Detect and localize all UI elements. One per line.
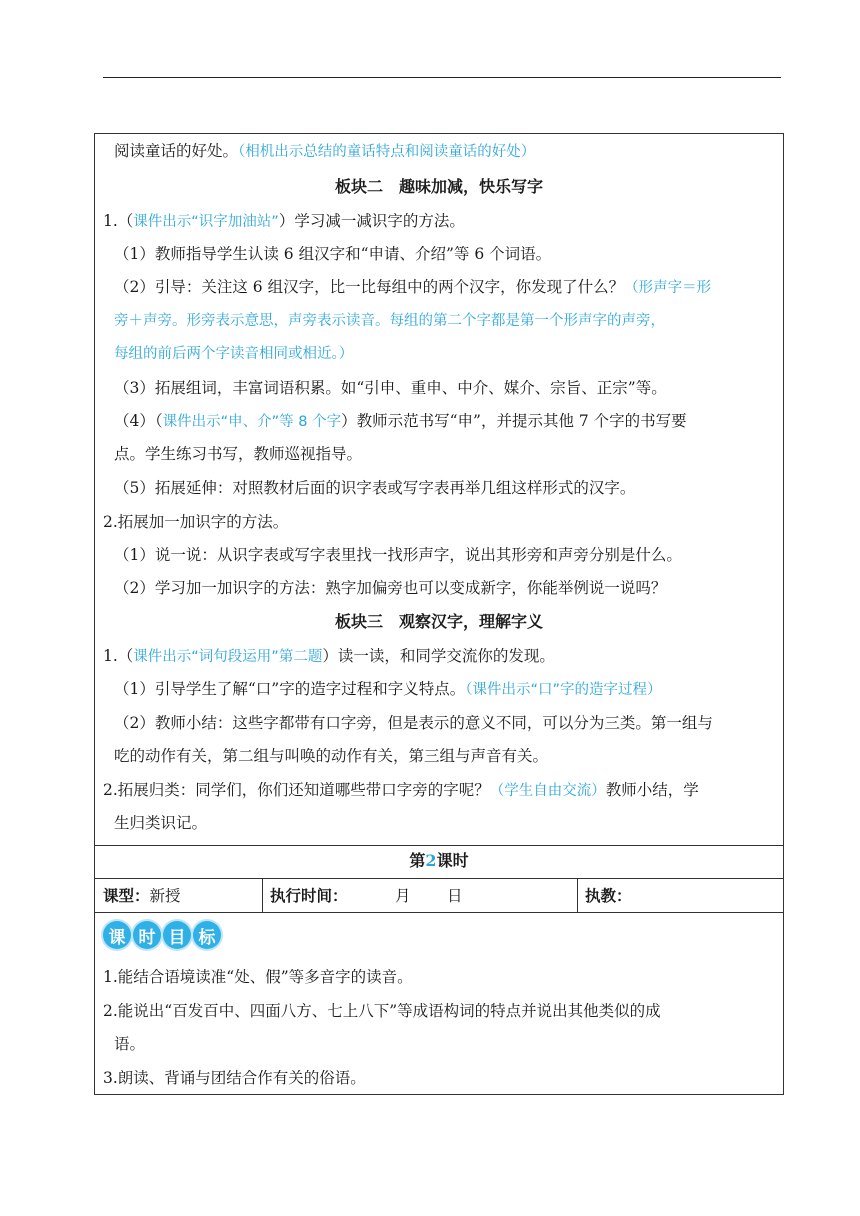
teaching-note: 课件出示“申、介”等 8 个字 [162,414,342,430]
teaching-note: （相机出示总结的童话特点和阅读童话的好处） [238,144,536,160]
text: 1.（ [103,647,134,665]
block2-item1 [103,211,769,232]
text: （1）引导学生了解“口”字的造字过程和字义特点。 [114,680,466,698]
column-divider [577,878,578,912]
text: ）教师示范书写“申”，并提示其他 7 个字的书写要 [341,412,687,430]
text: （4）（ [114,412,163,430]
teacher-label: 执教： [585,886,632,905]
block3-item2 [103,780,769,801]
text: 第 [409,851,426,870]
goal-3: 3.朗读、背诵与团结合作有关的俗语。 [103,1069,366,1087]
day-label: 日 [447,887,463,905]
section-heading-2: 板块二 趣味加减，快乐写字 [334,177,543,196]
badge-char: 课 [103,921,131,949]
goal-2: 2.能说出“百发百中、四面八方、七上八下”等成语构词的特点并说出其他类似的成 [103,1002,661,1020]
block2-sub5: （5）拓展延伸：对照教材后面的识字表或写字表再举几组这样形式的汉字。 [114,479,636,497]
block2-sub2 [114,277,780,298]
lesson-type [103,886,181,906]
text: ）学习减一减识字的方法。 [278,212,465,230]
lesson-title [94,851,784,871]
text: 阅读童话的好处。 [114,142,239,160]
text: ）读一读，和同学交流你的发现。 [322,647,555,665]
block3-item1 [103,646,769,667]
value: 新授 [149,887,181,905]
label: 执行时间： [270,886,348,905]
row-divider [94,878,784,879]
goal-2-cont: 语。 [114,1035,146,1053]
column-divider [262,878,263,912]
teaching-note: （学生自由交流） [489,783,606,799]
continued-text [114,141,780,162]
block2-item2-sub2: （2）学习加一加识字的方法：熟字加偏旁也可以变成新字，你能举例说一说吗？ [114,579,667,597]
block2-sub1: （1）教师指导学生认读 6 组汉字和“申请、介绍”等 6 个词语。 [114,245,552,263]
text: 教师小结，学 [605,781,699,799]
text: 课时 [436,851,469,870]
lesson-goals-badge [103,921,221,955]
text: 2.拓展归类：同学们，你们还知道哪些带口字旁的字呢？ [103,781,490,799]
teaching-note: 课件出示“识字加油站” [133,214,279,230]
block2-sub2-note-line3: 每组的前后两个字读音相同或相近。） [114,346,354,362]
teaching-note: （形声字＝形 [624,280,712,296]
section-heading-3: 板块三 观察汉字，理解字义 [334,612,543,631]
block2-sub2-note-line2: 旁＋声旁。形旁表示意思，声旁表示读音。每组的第二个字都是第一个形声字的声旁， [114,313,665,329]
teaching-note: 课件出示“词句段运用”第二题 [133,649,323,665]
row-divider [94,845,784,846]
header-rule [103,77,781,78]
teaching-note: （课件出示“口”字的造字过程） [465,682,662,698]
badge-char: 标 [193,921,221,949]
badge-char: 时 [133,921,161,949]
block2-item2: 2.拓展加一加识字的方法。 [103,513,289,531]
block3-sub1 [114,679,780,700]
block3-item2-cont: 生归类识记。 [114,814,208,832]
month-label: 月 [395,887,411,905]
row-divider [94,912,784,913]
badge-char: 目 [163,921,191,949]
text: （2）引导：关注这 6 组汉字，比一比每组中的两个汉字，你发现了什么？ [114,278,625,296]
block2-sub4-cont: 点。学生练习书写，教师巡视指导。 [114,445,363,463]
block2-sub4 [114,411,780,432]
label: 课型： [103,886,150,905]
block2-item2-sub1: （1）说一说：从识字表或写字表里找一找形声字，说出其形旁和声旁分别是什么。 [114,546,682,564]
text: 1.（ [103,212,134,230]
block2-sub3: （3）拓展组词，丰富词语积累。如“引申、重申、中介、媒介、宗旨、正宗”等。 [114,379,667,397]
lesson-number: 2 [425,851,437,870]
execution-time [270,886,348,906]
goal-1: 1.能结合语境读准“处、假”等多音字的读音。 [103,968,413,986]
block3-sub2: （2）教师小结：这些字都带有口字旁，但是表示的意义不同，可以分为三类。第一组与 [114,714,713,732]
block3-sub2-cont: 吃的动作有关，第二组与叫唤的动作有关，第三组与声音有关。 [114,747,549,765]
